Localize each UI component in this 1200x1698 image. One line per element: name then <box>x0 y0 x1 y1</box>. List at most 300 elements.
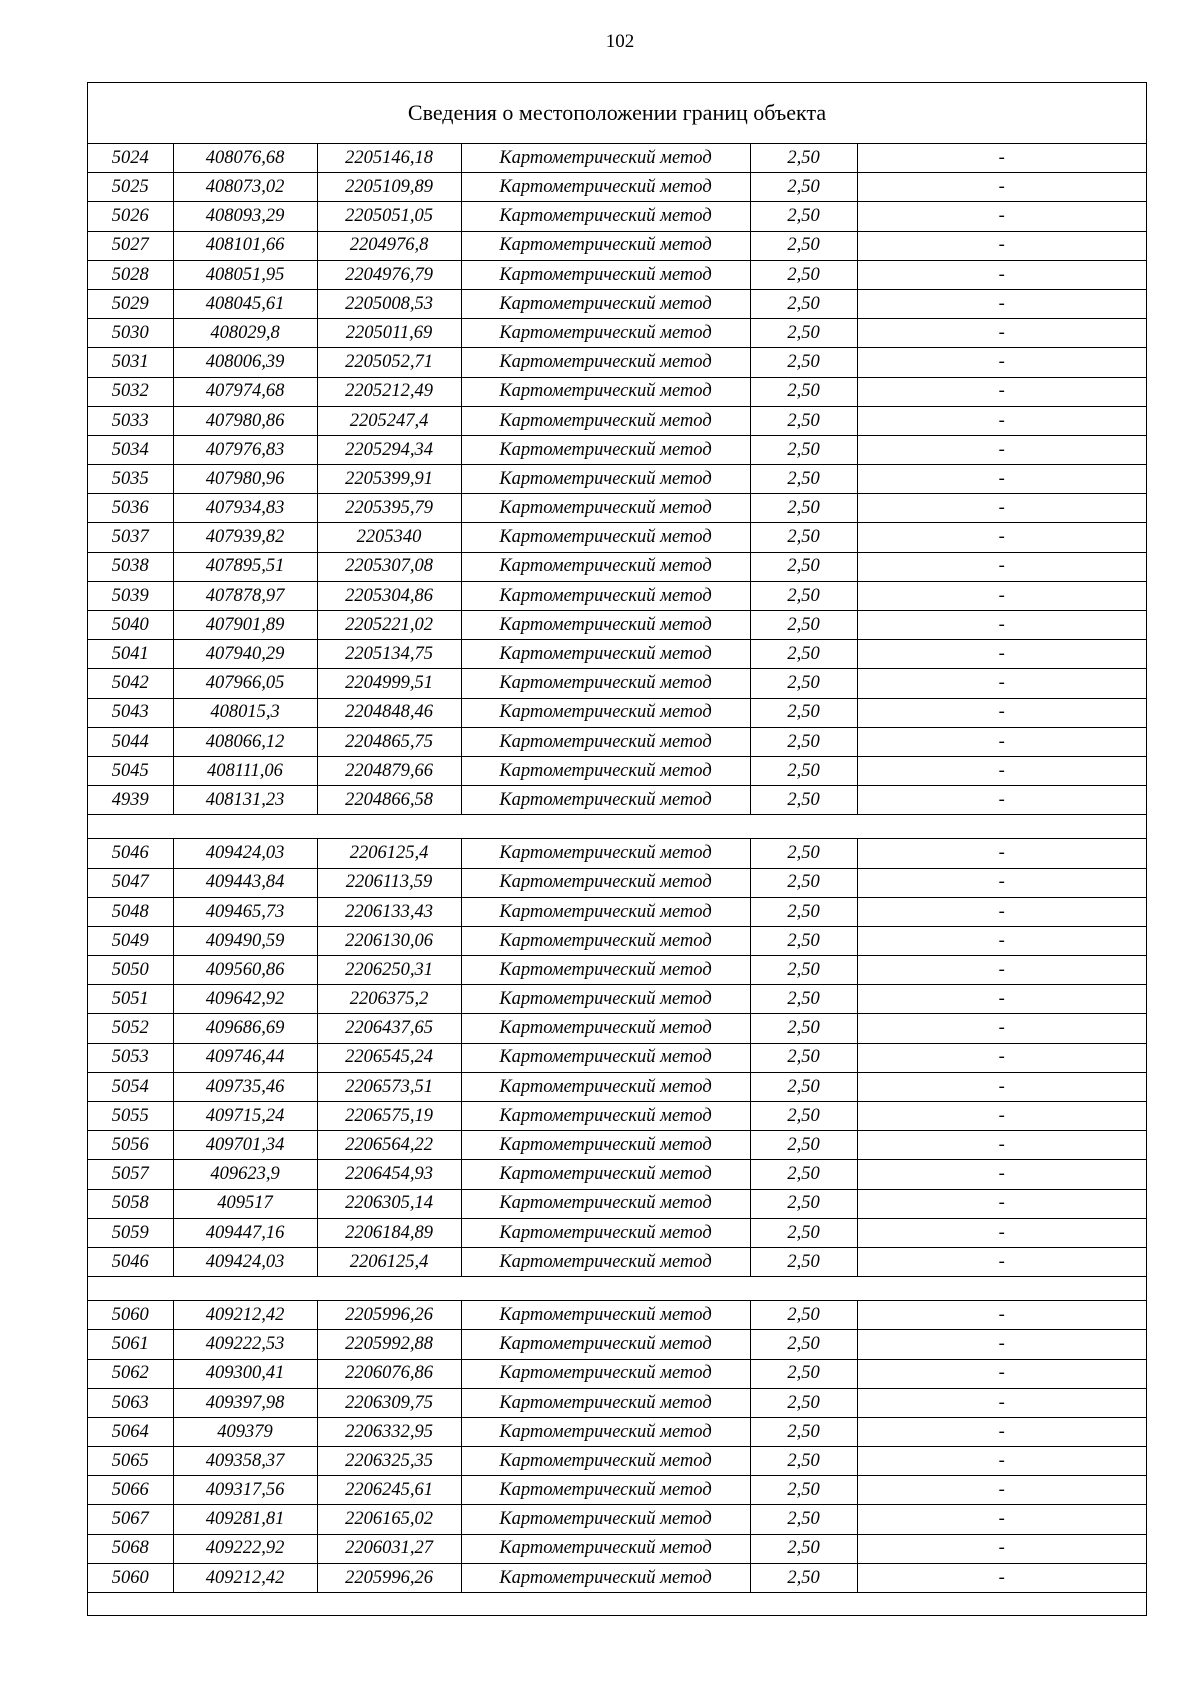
x-coordinate-cell: 407878,97 <box>173 581 317 610</box>
x-coordinate-cell: 409358,37 <box>173 1447 317 1476</box>
table-row <box>88 1301 1146 1330</box>
table-row <box>88 1505 1146 1534</box>
y-coordinate-cell: 2206076,86 <box>317 1359 461 1388</box>
x-coordinate-cell: 409424,03 <box>173 1247 317 1276</box>
y-coordinate-cell: 2206437,65 <box>317 1014 461 1043</box>
description-cell: - <box>857 1388 1146 1417</box>
x-coordinate-cell: 407976,83 <box>173 435 317 464</box>
point-number-cell: 5046 <box>88 1247 173 1276</box>
table-row <box>88 640 1146 669</box>
accuracy-cell: 2,50 <box>750 1014 857 1043</box>
y-coordinate-cell: 2206564,22 <box>317 1131 461 1160</box>
accuracy-cell: 2,50 <box>750 611 857 640</box>
point-number-cell: 5066 <box>88 1476 173 1505</box>
x-coordinate-cell: 409715,24 <box>173 1102 317 1131</box>
description-cell: - <box>857 319 1146 348</box>
point-number-cell: 5047 <box>88 868 173 897</box>
table-row <box>88 786 1146 815</box>
table-row <box>88 202 1146 231</box>
x-coordinate-cell: 409281,81 <box>173 1505 317 1534</box>
point-number-cell: 5060 <box>88 1301 173 1330</box>
method-cell: Картометрический метод <box>461 1359 750 1388</box>
y-coordinate-cell: 2205247,4 <box>317 406 461 435</box>
point-number-cell: 5035 <box>88 465 173 494</box>
point-number-cell: 5044 <box>88 727 173 756</box>
table-row <box>88 756 1146 785</box>
point-number-cell: 5061 <box>88 1330 173 1359</box>
accuracy-cell: 2,50 <box>750 1247 857 1276</box>
y-coordinate-cell: 2206454,93 <box>317 1160 461 1189</box>
point-number-cell: 5024 <box>88 144 173 173</box>
description-cell: - <box>857 1189 1146 1218</box>
accuracy-cell: 2,50 <box>750 173 857 202</box>
method-cell: Картометрический метод <box>461 1534 750 1563</box>
x-coordinate-cell: 408066,12 <box>173 727 317 756</box>
x-coordinate-cell: 409300,41 <box>173 1359 317 1388</box>
table-row <box>88 1447 1146 1476</box>
table-row <box>88 611 1146 640</box>
method-cell: Картометрический метод <box>461 348 750 377</box>
method-cell: Картометрический метод <box>461 868 750 897</box>
table-row <box>88 1102 1146 1131</box>
description-cell: - <box>857 144 1146 173</box>
description-cell: - <box>857 581 1146 610</box>
description-cell: - <box>857 1131 1146 1160</box>
accuracy-cell: 2,50 <box>750 1476 857 1505</box>
x-coordinate-cell: 409424,03 <box>173 839 317 868</box>
x-coordinate-cell: 409397,98 <box>173 1388 317 1417</box>
accuracy-cell: 2,50 <box>750 1189 857 1218</box>
accuracy-cell: 2,50 <box>750 1072 857 1101</box>
accuracy-cell: 2,50 <box>750 1102 857 1131</box>
accuracy-cell: 2,50 <box>750 698 857 727</box>
description-cell: - <box>857 173 1146 202</box>
separator-cell <box>88 1277 1146 1301</box>
accuracy-cell: 2,50 <box>750 1417 857 1446</box>
point-number-cell: 4939 <box>88 786 173 815</box>
description-cell: - <box>857 669 1146 698</box>
method-cell: Картометрический метод <box>461 1447 750 1476</box>
y-coordinate-cell: 2206165,02 <box>317 1505 461 1534</box>
method-cell: Картометрический метод <box>461 611 750 640</box>
method-cell: Картометрический метод <box>461 377 750 406</box>
table-row <box>88 1014 1146 1043</box>
point-number-cell: 5067 <box>88 1505 173 1534</box>
x-coordinate-cell: 409317,56 <box>173 1476 317 1505</box>
y-coordinate-cell: 2205134,75 <box>317 640 461 669</box>
table-row <box>88 727 1146 756</box>
x-coordinate-cell: 408006,39 <box>173 348 317 377</box>
y-coordinate-cell: 2206573,51 <box>317 1072 461 1101</box>
method-cell: Картометрический метод <box>461 926 750 955</box>
point-number-cell: 5056 <box>88 1131 173 1160</box>
x-coordinate-cell: 409517 <box>173 1189 317 1218</box>
y-coordinate-cell: 2205221,02 <box>317 611 461 640</box>
y-coordinate-cell: 2205212,49 <box>317 377 461 406</box>
accuracy-cell: 2,50 <box>750 1218 857 1247</box>
table-row <box>88 581 1146 610</box>
accuracy-cell: 2,50 <box>750 144 857 173</box>
contour-separator-row <box>88 1277 1146 1301</box>
point-number-cell: 5062 <box>88 1359 173 1388</box>
method-cell: Картометрический метод <box>461 956 750 985</box>
description-cell: - <box>857 202 1146 231</box>
y-coordinate-cell: 2205304,86 <box>317 581 461 610</box>
point-number-cell: 5055 <box>88 1102 173 1131</box>
description-cell: - <box>857 640 1146 669</box>
point-number-cell: 5032 <box>88 377 173 406</box>
accuracy-cell: 2,50 <box>750 523 857 552</box>
description-cell: - <box>857 1417 1146 1446</box>
x-coordinate-cell: 408015,3 <box>173 698 317 727</box>
method-cell: Картометрический метод <box>461 1014 750 1043</box>
accuracy-cell: 2,50 <box>750 985 857 1014</box>
table-row <box>88 552 1146 581</box>
point-number-cell: 5034 <box>88 435 173 464</box>
x-coordinate-cell: 408029,8 <box>173 319 317 348</box>
y-coordinate-cell: 2206133,43 <box>317 897 461 926</box>
description-cell: - <box>857 1330 1146 1359</box>
x-coordinate-cell: 407940,29 <box>173 640 317 669</box>
coordinates-table-body <box>88 144 1146 1615</box>
accuracy-cell: 2,50 <box>750 1534 857 1563</box>
x-coordinate-cell: 407934,83 <box>173 494 317 523</box>
method-cell: Картометрический метод <box>461 669 750 698</box>
y-coordinate-cell: 2206113,59 <box>317 868 461 897</box>
method-cell: Картометрический метод <box>461 1043 750 1072</box>
x-coordinate-cell: 409701,34 <box>173 1131 317 1160</box>
table-row <box>88 1476 1146 1505</box>
table-row <box>88 406 1146 435</box>
description-cell: - <box>857 1505 1146 1534</box>
accuracy-cell: 2,50 <box>750 319 857 348</box>
accuracy-cell: 2,50 <box>750 1563 857 1592</box>
point-number-cell: 5068 <box>88 1534 173 1563</box>
method-cell: Картометрический метод <box>461 1218 750 1247</box>
accuracy-cell: 2,50 <box>750 435 857 464</box>
method-cell: Картометрический метод <box>461 1505 750 1534</box>
x-coordinate-cell: 409443,84 <box>173 868 317 897</box>
accuracy-cell: 2,50 <box>750 494 857 523</box>
x-coordinate-cell: 408045,61 <box>173 289 317 318</box>
x-coordinate-cell: 409222,53 <box>173 1330 317 1359</box>
x-coordinate-cell: 407980,96 <box>173 465 317 494</box>
table-row <box>88 839 1146 868</box>
point-number-cell: 5037 <box>88 523 173 552</box>
x-coordinate-cell: 409379 <box>173 1417 317 1446</box>
point-number-cell: 5054 <box>88 1072 173 1101</box>
table-row <box>88 465 1146 494</box>
description-cell: - <box>857 897 1146 926</box>
x-coordinate-cell: 409212,42 <box>173 1301 317 1330</box>
point-number-cell: 5063 <box>88 1388 173 1417</box>
x-coordinate-cell: 409447,16 <box>173 1218 317 1247</box>
table-row <box>88 319 1146 348</box>
method-cell: Картометрический метод <box>461 1072 750 1101</box>
table-row <box>88 669 1146 698</box>
table-row <box>88 698 1146 727</box>
method-cell: Картометрический метод <box>461 289 750 318</box>
table-row <box>88 231 1146 260</box>
method-cell: Картометрический метод <box>461 897 750 926</box>
y-coordinate-cell: 2205008,53 <box>317 289 461 318</box>
accuracy-cell: 2,50 <box>750 669 857 698</box>
y-coordinate-cell: 2206332,95 <box>317 1417 461 1446</box>
description-cell: - <box>857 465 1146 494</box>
method-cell: Картометрический метод <box>461 581 750 610</box>
y-coordinate-cell: 2205399,91 <box>317 465 461 494</box>
description-cell: - <box>857 231 1146 260</box>
accuracy-cell: 2,50 <box>750 1301 857 1330</box>
x-coordinate-cell: 409222,92 <box>173 1534 317 1563</box>
description-cell: - <box>857 1160 1146 1189</box>
table-row <box>88 523 1146 552</box>
y-coordinate-cell: 2205051,05 <box>317 202 461 231</box>
y-coordinate-cell: 2205992,88 <box>317 1330 461 1359</box>
accuracy-cell: 2,50 <box>750 465 857 494</box>
boundary-table-sheet <box>87 82 1147 1616</box>
table-row <box>88 494 1146 523</box>
description-cell: - <box>857 1359 1146 1388</box>
description-cell: - <box>857 1447 1146 1476</box>
point-number-cell: 5036 <box>88 494 173 523</box>
method-cell: Картометрический метод <box>461 1102 750 1131</box>
point-number-cell: 5026 <box>88 202 173 231</box>
description-cell: - <box>857 839 1146 868</box>
method-cell: Картометрический метод <box>461 839 750 868</box>
table-row <box>88 985 1146 1014</box>
point-number-cell: 5053 <box>88 1043 173 1072</box>
method-cell: Картометрический метод <box>461 260 750 289</box>
y-coordinate-cell: 2206309,75 <box>317 1388 461 1417</box>
table-row <box>88 1131 1146 1160</box>
method-cell: Картометрический метод <box>461 319 750 348</box>
x-coordinate-cell: 409465,73 <box>173 897 317 926</box>
y-coordinate-cell: 2206375,2 <box>317 985 461 1014</box>
point-number-cell: 5042 <box>88 669 173 698</box>
description-cell: - <box>857 494 1146 523</box>
point-number-cell: 5029 <box>88 289 173 318</box>
method-cell: Картометрический метод <box>461 435 750 464</box>
description-cell: - <box>857 435 1146 464</box>
accuracy-cell: 2,50 <box>750 289 857 318</box>
method-cell: Картометрический метод <box>461 173 750 202</box>
accuracy-cell: 2,50 <box>750 406 857 435</box>
y-coordinate-cell: 2206545,24 <box>317 1043 461 1072</box>
y-coordinate-cell: 2205307,08 <box>317 552 461 581</box>
description-cell: - <box>857 786 1146 815</box>
y-coordinate-cell: 2206125,4 <box>317 1247 461 1276</box>
method-cell: Картометрический метод <box>461 756 750 785</box>
x-coordinate-cell: 409642,92 <box>173 985 317 1014</box>
point-number-cell: 5045 <box>88 756 173 785</box>
y-coordinate-cell: 2206575,19 <box>317 1102 461 1131</box>
description-cell: - <box>857 1247 1146 1276</box>
accuracy-cell: 2,50 <box>750 377 857 406</box>
y-coordinate-cell: 2205052,71 <box>317 348 461 377</box>
y-coordinate-cell: 2204976,79 <box>317 260 461 289</box>
x-coordinate-cell: 409212,42 <box>173 1563 317 1592</box>
method-cell: Картометрический метод <box>461 1189 750 1218</box>
method-cell: Картометрический метод <box>461 144 750 173</box>
method-cell: Картометрический метод <box>461 1417 750 1446</box>
accuracy-cell: 2,50 <box>750 1043 857 1072</box>
x-coordinate-cell: 407901,89 <box>173 611 317 640</box>
table-row <box>88 1189 1146 1218</box>
y-coordinate-cell: 2205395,79 <box>317 494 461 523</box>
x-coordinate-cell: 408051,95 <box>173 260 317 289</box>
page-number: 102 <box>605 31 635 52</box>
separator-cell <box>88 1593 1146 1616</box>
point-number-cell: 5039 <box>88 581 173 610</box>
table-row <box>88 1247 1146 1276</box>
x-coordinate-cell: 407895,51 <box>173 552 317 581</box>
table-row <box>88 956 1146 985</box>
description-cell: - <box>857 1102 1146 1131</box>
description-cell: - <box>857 926 1146 955</box>
x-coordinate-cell: 409623,9 <box>173 1160 317 1189</box>
description-cell: - <box>857 756 1146 785</box>
accuracy-cell: 2,50 <box>750 1330 857 1359</box>
method-cell: Картометрический метод <box>461 1330 750 1359</box>
method-cell: Картометрический метод <box>461 640 750 669</box>
method-cell: Картометрический метод <box>461 1301 750 1330</box>
point-number-cell: 5050 <box>88 956 173 985</box>
accuracy-cell: 2,50 <box>750 1388 857 1417</box>
y-coordinate-cell: 2204879,66 <box>317 756 461 785</box>
contour-separator-row <box>88 1593 1146 1616</box>
point-number-cell: 5028 <box>88 260 173 289</box>
accuracy-cell: 2,50 <box>750 348 857 377</box>
description-cell: - <box>857 611 1146 640</box>
coordinates-table <box>88 144 1146 1615</box>
x-coordinate-cell: 407939,82 <box>173 523 317 552</box>
description-cell: - <box>857 348 1146 377</box>
x-coordinate-cell: 408111,06 <box>173 756 317 785</box>
table-row <box>88 1417 1146 1446</box>
table-row <box>88 377 1146 406</box>
accuracy-cell: 2,50 <box>750 1131 857 1160</box>
table-row <box>88 260 1146 289</box>
x-coordinate-cell: 408101,66 <box>173 231 317 260</box>
point-number-cell: 5048 <box>88 897 173 926</box>
point-number-cell: 5041 <box>88 640 173 669</box>
point-number-cell: 5059 <box>88 1218 173 1247</box>
y-coordinate-cell: 2205146,18 <box>317 144 461 173</box>
point-number-cell: 5033 <box>88 406 173 435</box>
x-coordinate-cell: 407980,86 <box>173 406 317 435</box>
method-cell: Картометрический метод <box>461 698 750 727</box>
accuracy-cell: 2,50 <box>750 581 857 610</box>
description-cell: - <box>857 1301 1146 1330</box>
point-number-cell: 5025 <box>88 173 173 202</box>
description-cell: - <box>857 289 1146 318</box>
y-coordinate-cell: 2204848,46 <box>317 698 461 727</box>
description-cell: - <box>857 698 1146 727</box>
accuracy-cell: 2,50 <box>750 1447 857 1476</box>
method-cell: Картометрический метод <box>461 1160 750 1189</box>
method-cell: Картометрический метод <box>461 552 750 581</box>
method-cell: Картометрический метод <box>461 1388 750 1417</box>
method-cell: Картометрический метод <box>461 202 750 231</box>
table-row <box>88 1534 1146 1563</box>
description-cell: - <box>857 1218 1146 1247</box>
description-cell: - <box>857 552 1146 581</box>
description-cell: - <box>857 956 1146 985</box>
contour-separator-row <box>88 815 1146 839</box>
description-cell: - <box>857 1072 1146 1101</box>
x-coordinate-cell: 407974,68 <box>173 377 317 406</box>
method-cell: Картометрический метод <box>461 406 750 435</box>
y-coordinate-cell: 2206130,06 <box>317 926 461 955</box>
x-coordinate-cell: 409746,44 <box>173 1043 317 1072</box>
method-cell: Картометрический метод <box>461 1563 750 1592</box>
table-title: Сведения о местоположении границ объекта <box>88 83 1146 144</box>
point-number-cell: 5031 <box>88 348 173 377</box>
x-coordinate-cell: 408093,29 <box>173 202 317 231</box>
x-coordinate-cell: 408076,68 <box>173 144 317 173</box>
y-coordinate-cell: 2205996,26 <box>317 1301 461 1330</box>
description-cell: - <box>857 1043 1146 1072</box>
method-cell: Картометрический метод <box>461 1131 750 1160</box>
table-row <box>88 348 1146 377</box>
description-cell: - <box>857 1534 1146 1563</box>
x-coordinate-cell: 409735,46 <box>173 1072 317 1101</box>
description-cell: - <box>857 377 1146 406</box>
method-cell: Картометрический метод <box>461 523 750 552</box>
table-row <box>88 144 1146 173</box>
accuracy-cell: 2,50 <box>750 926 857 955</box>
accuracy-cell: 2,50 <box>750 839 857 868</box>
table-row <box>88 868 1146 897</box>
table-row <box>88 897 1146 926</box>
method-cell: Картометрический метод <box>461 985 750 1014</box>
x-coordinate-cell: 407966,05 <box>173 669 317 698</box>
x-coordinate-cell: 408131,23 <box>173 786 317 815</box>
accuracy-cell: 2,50 <box>750 231 857 260</box>
table-row <box>88 1043 1146 1072</box>
y-coordinate-cell: 2204866,58 <box>317 786 461 815</box>
method-cell: Картометрический метод <box>461 231 750 260</box>
description-cell: - <box>857 727 1146 756</box>
table-row <box>88 435 1146 464</box>
point-number-cell: 5040 <box>88 611 173 640</box>
point-number-cell: 5051 <box>88 985 173 1014</box>
table-row <box>88 1388 1146 1417</box>
table-row <box>88 289 1146 318</box>
method-cell: Картометрический метод <box>461 727 750 756</box>
y-coordinate-cell: 2206250,31 <box>317 956 461 985</box>
point-number-cell: 5058 <box>88 1189 173 1218</box>
y-coordinate-cell: 2205340 <box>317 523 461 552</box>
x-coordinate-cell: 409490,59 <box>173 926 317 955</box>
accuracy-cell: 2,50 <box>750 897 857 926</box>
description-cell: - <box>857 868 1146 897</box>
method-cell: Картометрический метод <box>461 1247 750 1276</box>
accuracy-cell: 2,50 <box>750 868 857 897</box>
table-row <box>88 1330 1146 1359</box>
description-cell: - <box>857 1014 1146 1043</box>
y-coordinate-cell: 2206245,61 <box>317 1476 461 1505</box>
y-coordinate-cell: 2205294,34 <box>317 435 461 464</box>
point-number-cell: 5057 <box>88 1160 173 1189</box>
point-number-cell: 5027 <box>88 231 173 260</box>
y-coordinate-cell: 2206184,89 <box>317 1218 461 1247</box>
accuracy-cell: 2,50 <box>750 786 857 815</box>
table-row <box>88 1563 1146 1592</box>
point-number-cell: 5064 <box>88 1417 173 1446</box>
y-coordinate-cell: 2206031,27 <box>317 1534 461 1563</box>
